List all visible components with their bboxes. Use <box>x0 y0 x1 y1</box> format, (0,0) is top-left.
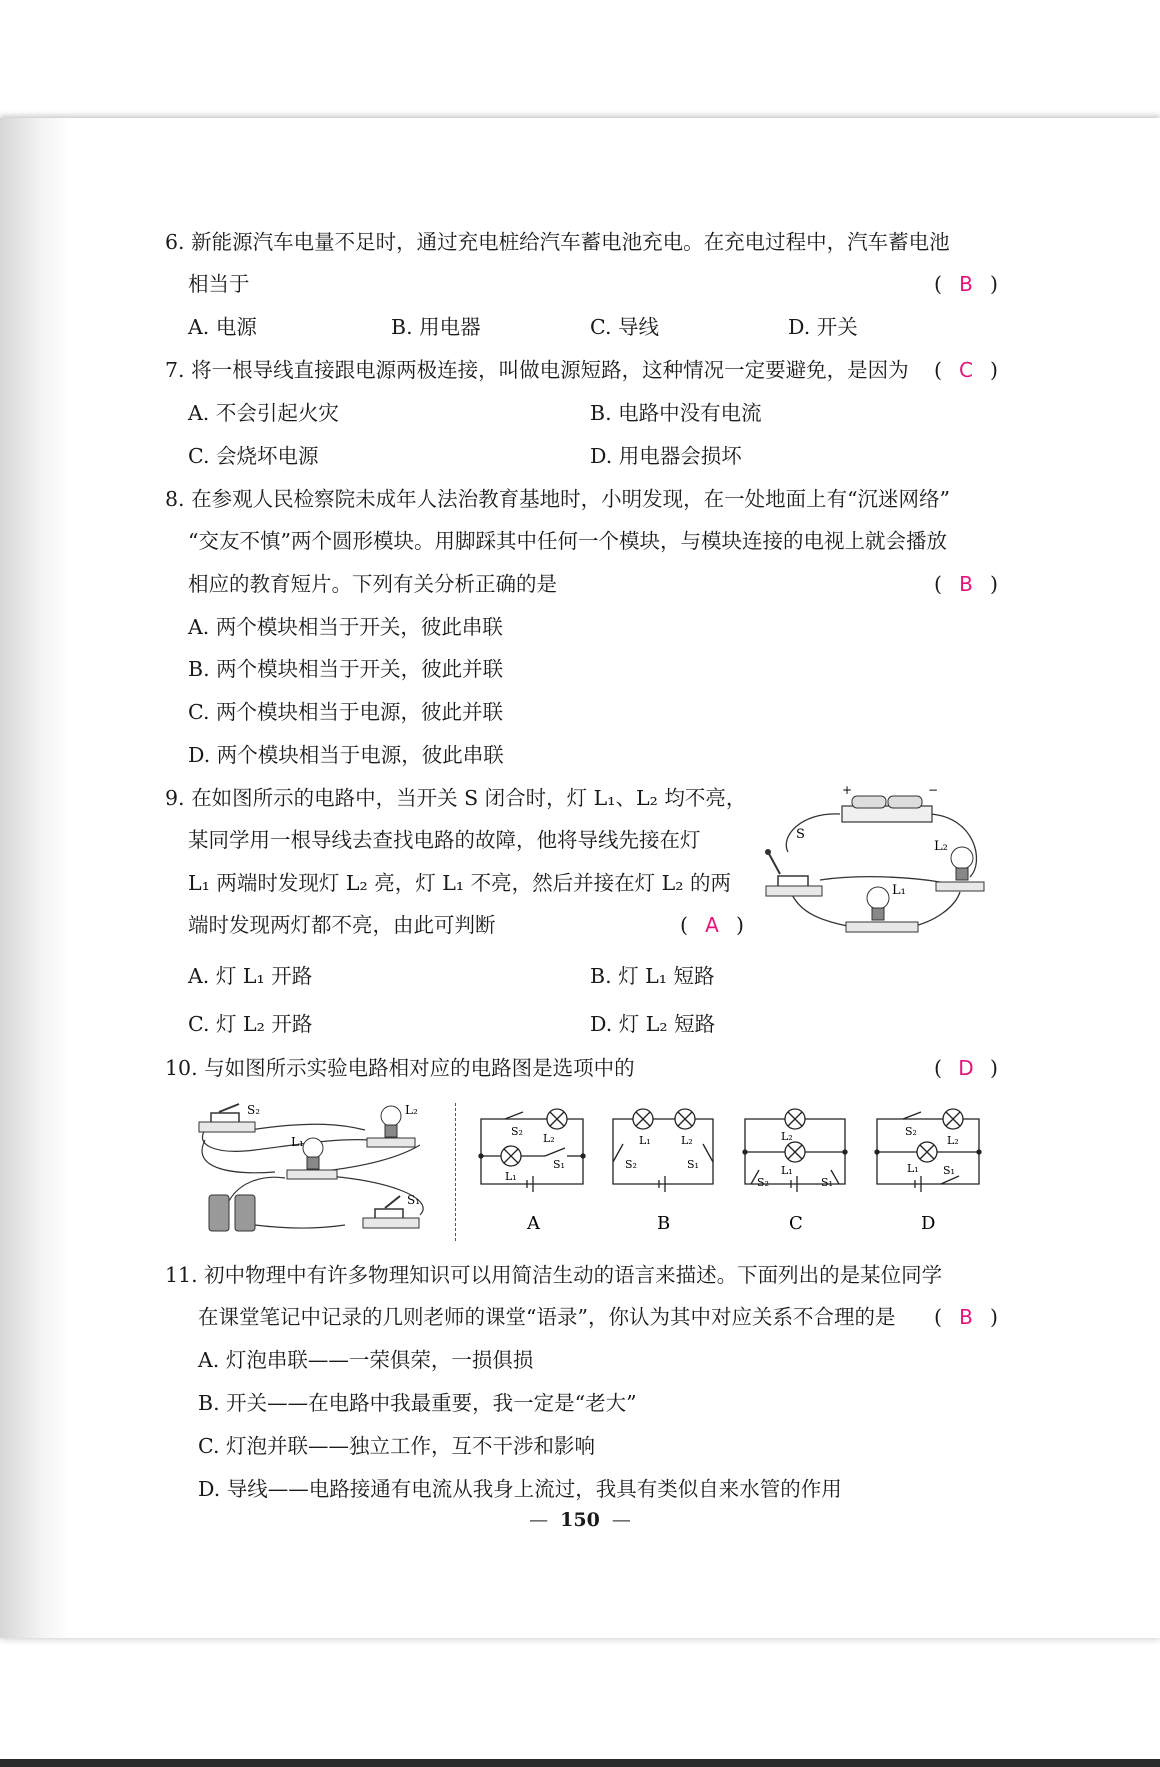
q11-option-b: B. 开关——在电路中我最重要，我一定是“老大” <box>198 1391 637 1415</box>
q10-b-s1: S₁ <box>687 1158 699 1171</box>
q6-stem-line2: 相当于 <box>188 272 250 296</box>
q8-answer: ( B ) <box>934 572 998 596</box>
q6-option-d: D. 开关 <box>788 315 858 339</box>
q10-a-s2: S₂ <box>511 1125 523 1138</box>
q9-stem-line2: 某同学用一根导线去查找电路的故障，他将导线先接在灯 <box>188 828 701 852</box>
q7-option-c: C. 会烧坏电源 <box>188 444 319 468</box>
q7-option-d: D. 用电器会损坏 <box>590 444 742 468</box>
q9-stem-line1: 9. 在如图所示的电路中，当开关 S 闭合时，灯 L₁、L₂ 均不亮， <box>165 786 747 810</box>
q10-fig-s2-label: S₂ <box>247 1103 261 1117</box>
q11-option-d: D. 导线——电路接通有电流从我身上流过，我具有类似自来水管的作用 <box>198 1477 842 1501</box>
q9-option-b: B. 灯 L₁ 短路 <box>590 964 715 988</box>
q6-option-a: A. 电源 <box>188 315 257 339</box>
q10-a-l2: L₂ <box>543 1132 555 1145</box>
q10-option-label-d: D <box>921 1213 936 1234</box>
q9-switch <box>765 849 822 896</box>
q6-answer: ( B ) <box>934 272 998 296</box>
q9-switch-label: S <box>796 827 805 842</box>
q11-answer-value: B <box>959 1305 973 1329</box>
q9-stem-line4: 端时发现两灯都不亮，由此可判断 <box>188 913 496 937</box>
page-number: — 150 — <box>529 1509 631 1531</box>
q10-fig-l2-label: L₂ <box>405 1103 418 1117</box>
q10-b-l2: L₂ <box>681 1134 693 1147</box>
q8-option-c: C. 两个模块相当于电源，彼此并联 <box>188 700 503 724</box>
q10-option-label-b: B <box>657 1213 671 1234</box>
q10-option-label-c: C <box>789 1213 803 1234</box>
q10-d-s2: S₂ <box>905 1125 917 1138</box>
q7-option-b: B. 电路中没有电流 <box>590 401 762 425</box>
q6-stem-line1: 6. 新能源汽车电量不足时，通过充电桩给汽车蓄电池充电。在充电过程中，汽车蓄电池 <box>165 230 950 254</box>
q10-c-l2: L₂ <box>781 1130 793 1143</box>
q9-l1-label: L₁ <box>892 883 906 898</box>
q9-lamp-l1 <box>846 887 918 932</box>
q11-option-a: A. 灯泡串联——一荣俱荣，一损俱损 <box>198 1348 534 1372</box>
q10-option-label-a: A <box>527 1213 540 1234</box>
q10-option-diagrams <box>475 1104 985 1236</box>
q10-b-l1: L₁ <box>639 1134 651 1147</box>
q10-experiment-figure <box>195 1100 435 1245</box>
q10-c-s1: S₁ <box>821 1176 833 1189</box>
q9-plus-label: + <box>842 783 853 797</box>
q10-answer: ( D ) <box>934 1056 998 1080</box>
q9-minus-label: − <box>928 783 939 797</box>
q7-option-a: A. 不会引起火灾 <box>188 401 339 425</box>
q8-option-b: B. 两个模块相当于开关，彼此并联 <box>188 657 504 681</box>
q8-stem-line2: “交友不慎”两个圆形模块。用脚踩其中任何一个模块，与模块连接的电视上就会播放 <box>188 529 947 553</box>
q9-option-d: D. 灯 L₂ 短路 <box>590 1012 716 1036</box>
q9-answer-value: A <box>705 913 719 937</box>
q6-answer-value: B <box>959 272 973 296</box>
q11-stem-line1: 11. 初中物理中有许多物理知识可以用简洁生动的语言来描述。下面列出的是某位同学 <box>165 1263 943 1287</box>
q9-circuit-figure <box>760 782 1000 942</box>
q10-a-l1: L₁ <box>505 1170 517 1183</box>
q10-batteries <box>209 1195 255 1231</box>
q10-d-l1: L₁ <box>907 1162 919 1175</box>
q9-answer: ( A ) <box>680 913 744 937</box>
q10-figure-divider <box>455 1103 456 1241</box>
q10-fig-s1-label: S₁ <box>407 1193 421 1207</box>
q10-d-l2: L₂ <box>947 1134 959 1147</box>
q8-stem-line3: 相应的教育短片。下列有关分析正确的是 <box>188 572 557 596</box>
q9-option-a: A. 灯 L₁ 开路 <box>188 964 313 988</box>
q9-battery-box <box>842 796 932 822</box>
q7-stem-line1: 7. 将一根导线直接跟电源两极连接，叫做电源短路，这种情况一定要避免，是因为 <box>165 358 909 382</box>
q11-answer: ( B ) <box>934 1305 998 1329</box>
q8-answer-value: B <box>959 572 973 596</box>
q7-answer: ( C ) <box>934 358 998 382</box>
q10-fig-l1-label: L₁ <box>291 1135 304 1149</box>
q10-c-l1: L₁ <box>781 1164 793 1177</box>
q8-stem-line1: 8. 在参观人民检察院未成年人法治教育基地时，小明发现，在一处地面上有“沉迷网络” <box>165 487 951 511</box>
q10-c-s2: S₂ <box>757 1176 769 1189</box>
q10-diagram-d <box>875 1109 981 1192</box>
q11-option-c: C. 灯泡并联——独立工作，互不干涉和影响 <box>198 1434 595 1458</box>
page-binding-shadow <box>0 118 70 1638</box>
q10-a-s1: S₁ <box>553 1158 565 1171</box>
q10-stem-line1: 10. 与如图所示实验电路相对应的电路图是选项中的 <box>165 1056 635 1080</box>
q10-diagram-a <box>479 1109 585 1192</box>
q7-answer-value: C <box>959 358 973 382</box>
page-number-value: 150 <box>560 1509 600 1531</box>
bottom-edge-bar <box>0 1759 1160 1767</box>
q11-stem-line2: 在课堂笔记中记录的几则老师的课堂“语录”，你认为其中对应关系不合理的是 <box>198 1305 896 1329</box>
q9-stem-line3: L₁ 两端时发现灯 L₂ 亮，灯 L₁ 不亮，然后并接在灯 L₂ 的两 <box>188 871 731 895</box>
q6-option-c: C. 导线 <box>590 315 659 339</box>
q9-l2-label: L₂ <box>934 839 948 854</box>
q6-option-b: B. 用电器 <box>391 315 481 339</box>
q8-option-d: D. 两个模块相当于电源，彼此串联 <box>188 743 504 767</box>
q9-option-c: C. 灯 L₂ 开路 <box>188 1012 313 1036</box>
q8-option-a: A. 两个模块相当于开关，彼此串联 <box>188 615 503 639</box>
q10-d-s1: S₁ <box>943 1164 955 1177</box>
q10-b-s2: S₂ <box>625 1158 637 1171</box>
q10-diagram-b <box>613 1109 713 1192</box>
q10-answer-value: D <box>958 1056 974 1080</box>
